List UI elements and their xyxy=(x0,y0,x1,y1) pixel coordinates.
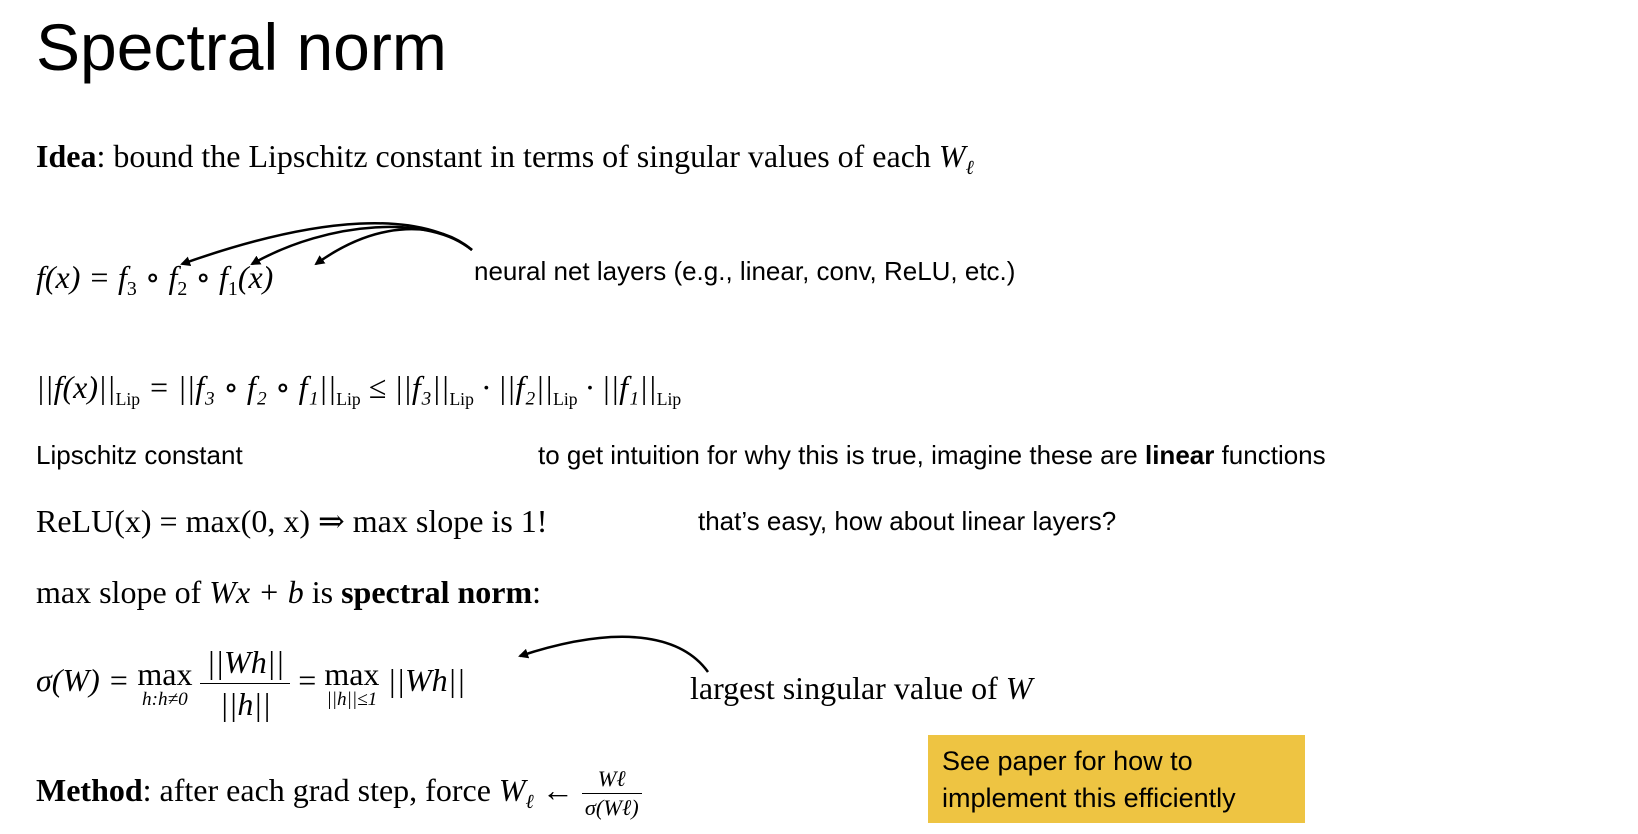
lip-sub-3: Lip xyxy=(449,389,474,410)
idea-label: Idea xyxy=(36,138,97,174)
method-lhs: W xyxy=(498,771,526,808)
f2-sub: 2 xyxy=(177,277,188,300)
sigma-lhs: σ(W) = xyxy=(36,661,138,698)
maxslope-expr: Wx + b xyxy=(209,574,304,610)
idea-symbol: W xyxy=(938,138,966,174)
lip-f3: ≤ ||f₃|| xyxy=(360,369,450,405)
intuition-suffix: functions xyxy=(1214,440,1326,470)
sigma-rhs: ||Wh|| xyxy=(379,661,466,698)
slide-title: Spectral norm xyxy=(36,10,447,84)
lipschitz-label: Lipschitz constant xyxy=(36,440,243,470)
arrow-to-sigma xyxy=(520,637,708,672)
singular-note-text: largest singular value of xyxy=(690,670,1006,706)
method-lhs-sub: ℓ xyxy=(525,790,534,813)
f3-sub: 3 xyxy=(126,277,137,300)
maxslope-is: is xyxy=(303,574,342,610)
lip-sub-4: Lip xyxy=(553,389,578,410)
max-limit-2: ||h||≤1 xyxy=(326,688,378,710)
lip-fx: ||f(x)|| xyxy=(36,369,116,405)
method-label: Method xyxy=(36,771,143,808)
lip-f1: · ||f₁|| xyxy=(577,369,657,405)
method-frac-den: σ(Wℓ) xyxy=(584,795,639,820)
callout-box: See paper for how to implement this efficiently xyxy=(928,735,1305,823)
f2-symbol: f xyxy=(168,259,178,295)
f1-sub: 1 xyxy=(227,277,238,300)
compose-op-1: ∘ xyxy=(136,259,169,295)
fraction-numerator: ||Wh|| xyxy=(200,644,290,684)
lip-composition: = ||f₃ ∘ f₂ ∘ f₁|| xyxy=(140,369,337,405)
idea-text: : bound the Lipschitz constant in terms of singular values of each xyxy=(96,138,931,174)
f1-symbol: f xyxy=(219,259,228,295)
method-text: : after each grad step, force xyxy=(142,771,499,808)
fraction-denominator: ||h|| xyxy=(219,686,271,722)
relu-note: that’s easy, how about linear layers? xyxy=(698,506,1117,536)
relu-equation: ReLU(x) = max(0, x) ⇒ max slope is 1! xyxy=(36,503,548,539)
lip-sub-2: Lip xyxy=(336,389,361,410)
composition-lhs: f(x) = xyxy=(36,259,118,295)
lip-f2: · ||f₂|| xyxy=(473,369,554,405)
f1-arg: (x) xyxy=(237,259,274,295)
max-word-1: max xyxy=(137,655,193,692)
intuition-prefix: to get intuition for why this is true, imagine these are xyxy=(538,440,1145,470)
lip-sub-5: Lip xyxy=(656,389,682,410)
equals-2: = xyxy=(298,661,325,698)
layers-note: neural net layers (e.g., linear, conv, ReLU, etc.) xyxy=(474,256,1016,286)
max-word-2: max xyxy=(324,655,380,692)
maxslope-prefix: max slope of xyxy=(36,574,210,610)
arrow-to-f1 xyxy=(316,229,472,264)
method-frac-num: Wℓ xyxy=(582,766,642,794)
f3-symbol: f xyxy=(118,259,127,295)
singular-note-symbol: W xyxy=(1005,670,1033,706)
intuition-bold: linear xyxy=(1144,440,1215,470)
method-arrow: ← xyxy=(533,771,582,808)
compose-op-2: ∘ xyxy=(187,259,219,295)
idea-symbol-sub: ℓ xyxy=(965,156,974,179)
maxslope-colon: : xyxy=(532,574,542,610)
max-limit-1: h:h≠0 xyxy=(142,688,188,710)
maxslope-bold: spectral norm xyxy=(341,574,533,610)
lip-sub-1: Lip xyxy=(115,389,141,410)
